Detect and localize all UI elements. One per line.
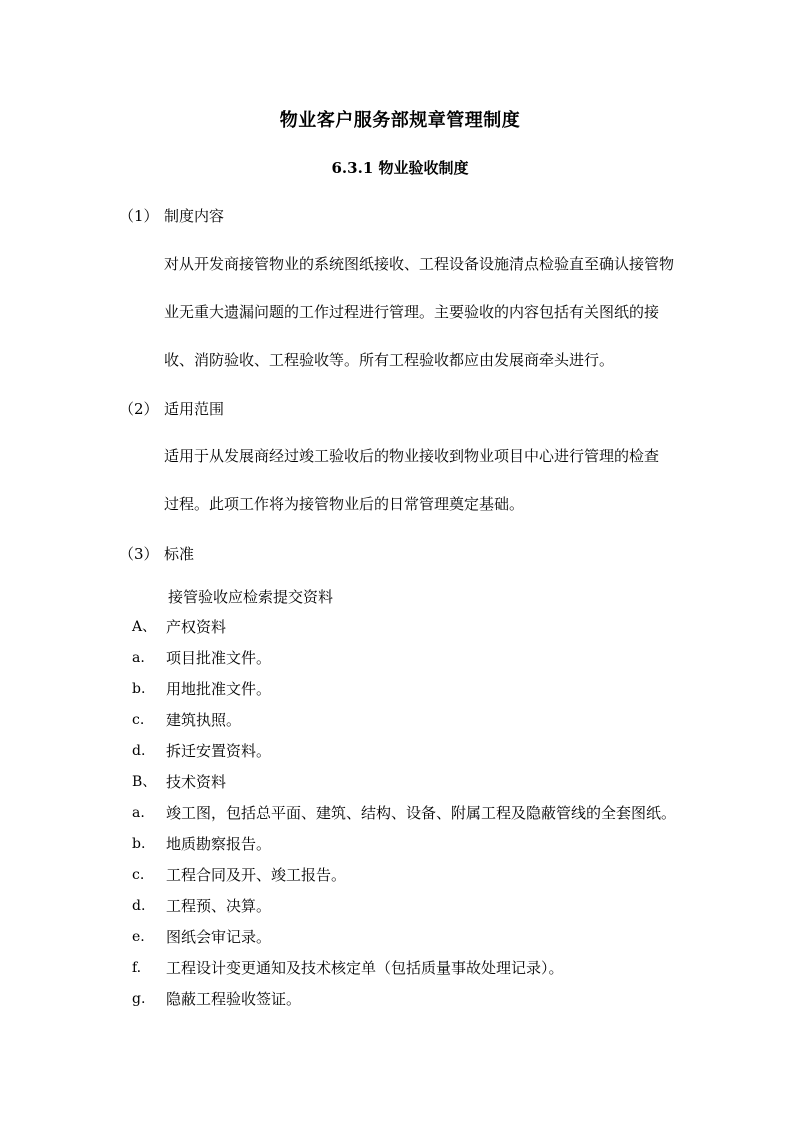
section-number: （2） [119, 400, 159, 418]
list-marker: c. [132, 712, 145, 728]
section-subtitle: 6.3.1 物业验收制度 [331, 159, 469, 177]
list-item: 用地批准文件。 [166, 680, 272, 698]
list-item: 图纸会审记录。 [166, 928, 272, 946]
list-item: 拆迁安置资料。 [166, 742, 272, 760]
list-intro: 接管验收应检索提交资料 [168, 588, 334, 606]
list-marker: d. [132, 743, 146, 759]
list-marker: a. [132, 805, 145, 821]
list-item: 工程设计变更通知及技术核定单（包括质量事故处理记录）。 [166, 959, 564, 977]
paragraph-line: 业无重大遗漏问题的工作过程进行管理。主要验收的内容包括有关图纸的接 [164, 303, 660, 321]
list-marker: B、 [132, 774, 157, 790]
section-number: （3） [119, 545, 159, 563]
paragraph-line: 收、消防验收、工程验收等。所有工程验收都应由发展商牵头进行。 [164, 351, 615, 369]
list-item: 工程预、决算。 [166, 897, 272, 915]
list-item: 地质勘察报告。 [166, 835, 272, 853]
list-marker: b. [132, 836, 146, 852]
list-marker: A、 [132, 619, 157, 635]
list-item: 产权资料 [166, 618, 227, 636]
section-heading: 制度内容 [164, 207, 225, 225]
list-item: 工程合同及开、竣工报告。 [166, 866, 347, 884]
list-marker: g. [132, 991, 146, 1007]
section-number: （1） [119, 207, 159, 225]
list-marker: c. [132, 867, 145, 883]
section-heading: 标准 [164, 545, 195, 563]
section-heading: 适用范围 [164, 400, 225, 418]
list-item: 竣工图，包括总平面、建筑、结构、设备、附属工程及隐蔽管线的全套图纸。 [166, 804, 677, 822]
paragraph-line: 过程。此项工作将为接管物业后的日常管理奠定基础。 [164, 495, 525, 513]
list-marker: d. [132, 898, 146, 914]
list-item: 技术资料 [166, 773, 227, 791]
list-marker: a. [132, 650, 145, 666]
paragraph-line: 对从开发商接管物业的系统图纸接收、工程设备设施清点检验直至确认接管物 [164, 255, 675, 273]
list-marker: b. [132, 681, 146, 697]
list-marker: e. [132, 929, 145, 945]
list-marker: f. [132, 960, 142, 976]
list-item: 项目批准文件。 [166, 649, 272, 667]
page-title: 物业客户服务部规章管理制度 [279, 110, 521, 131]
list-item: 隐蔽工程验收签证。 [166, 990, 302, 1008]
list-item: 建筑执照。 [166, 711, 242, 729]
paragraph-line: 适用于从发展商经过竣工验收后的物业接收到物业项目中心进行管理的检查 [164, 447, 660, 465]
